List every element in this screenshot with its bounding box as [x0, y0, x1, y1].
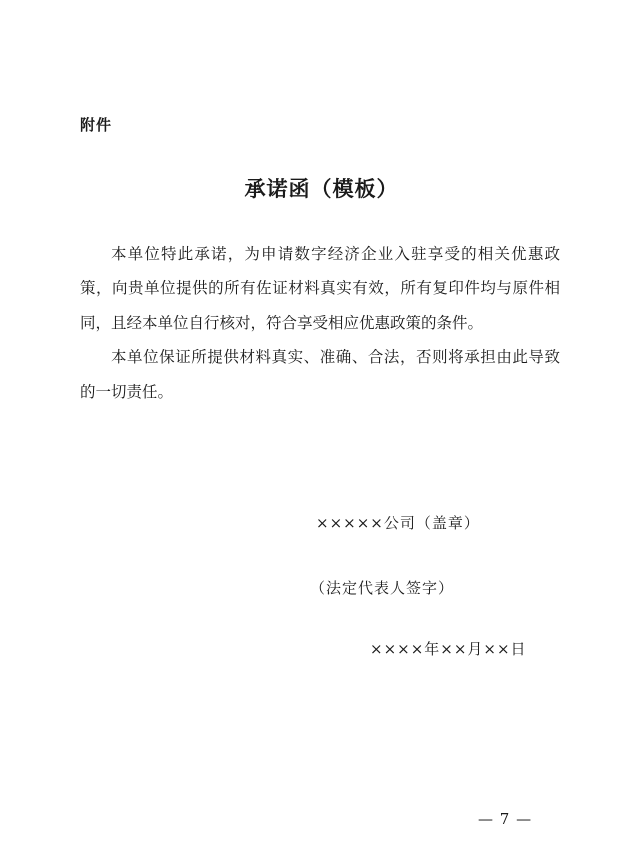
document-title: 承诺函（模板） — [244, 176, 399, 201]
document-body — [80, 237, 560, 409]
company-seal-line: ×××××公司（盖章） — [316, 514, 480, 532]
legal-representative-signature-line: （法定代表人签字） — [310, 579, 455, 597]
date-line: ××××年××月××日 — [370, 640, 527, 658]
body-paragraph: 本单位特此承诺，为申请数字经济企业入驻享受的相关优惠政策，向贵单位提供的所有佐证材料真实有效，所有复印件均与原件相同，且经本单位自行核对，符合享受相应优惠政策的条件。 — [80, 245, 560, 332]
body-paragraph: 本单位保证所提供材料真实、准确、合法，否则将承担由此导致的一切责任。 — [80, 348, 560, 401]
page-number: — 7 — — [478, 810, 533, 828]
attachment-label: 附件 — [80, 116, 113, 134]
